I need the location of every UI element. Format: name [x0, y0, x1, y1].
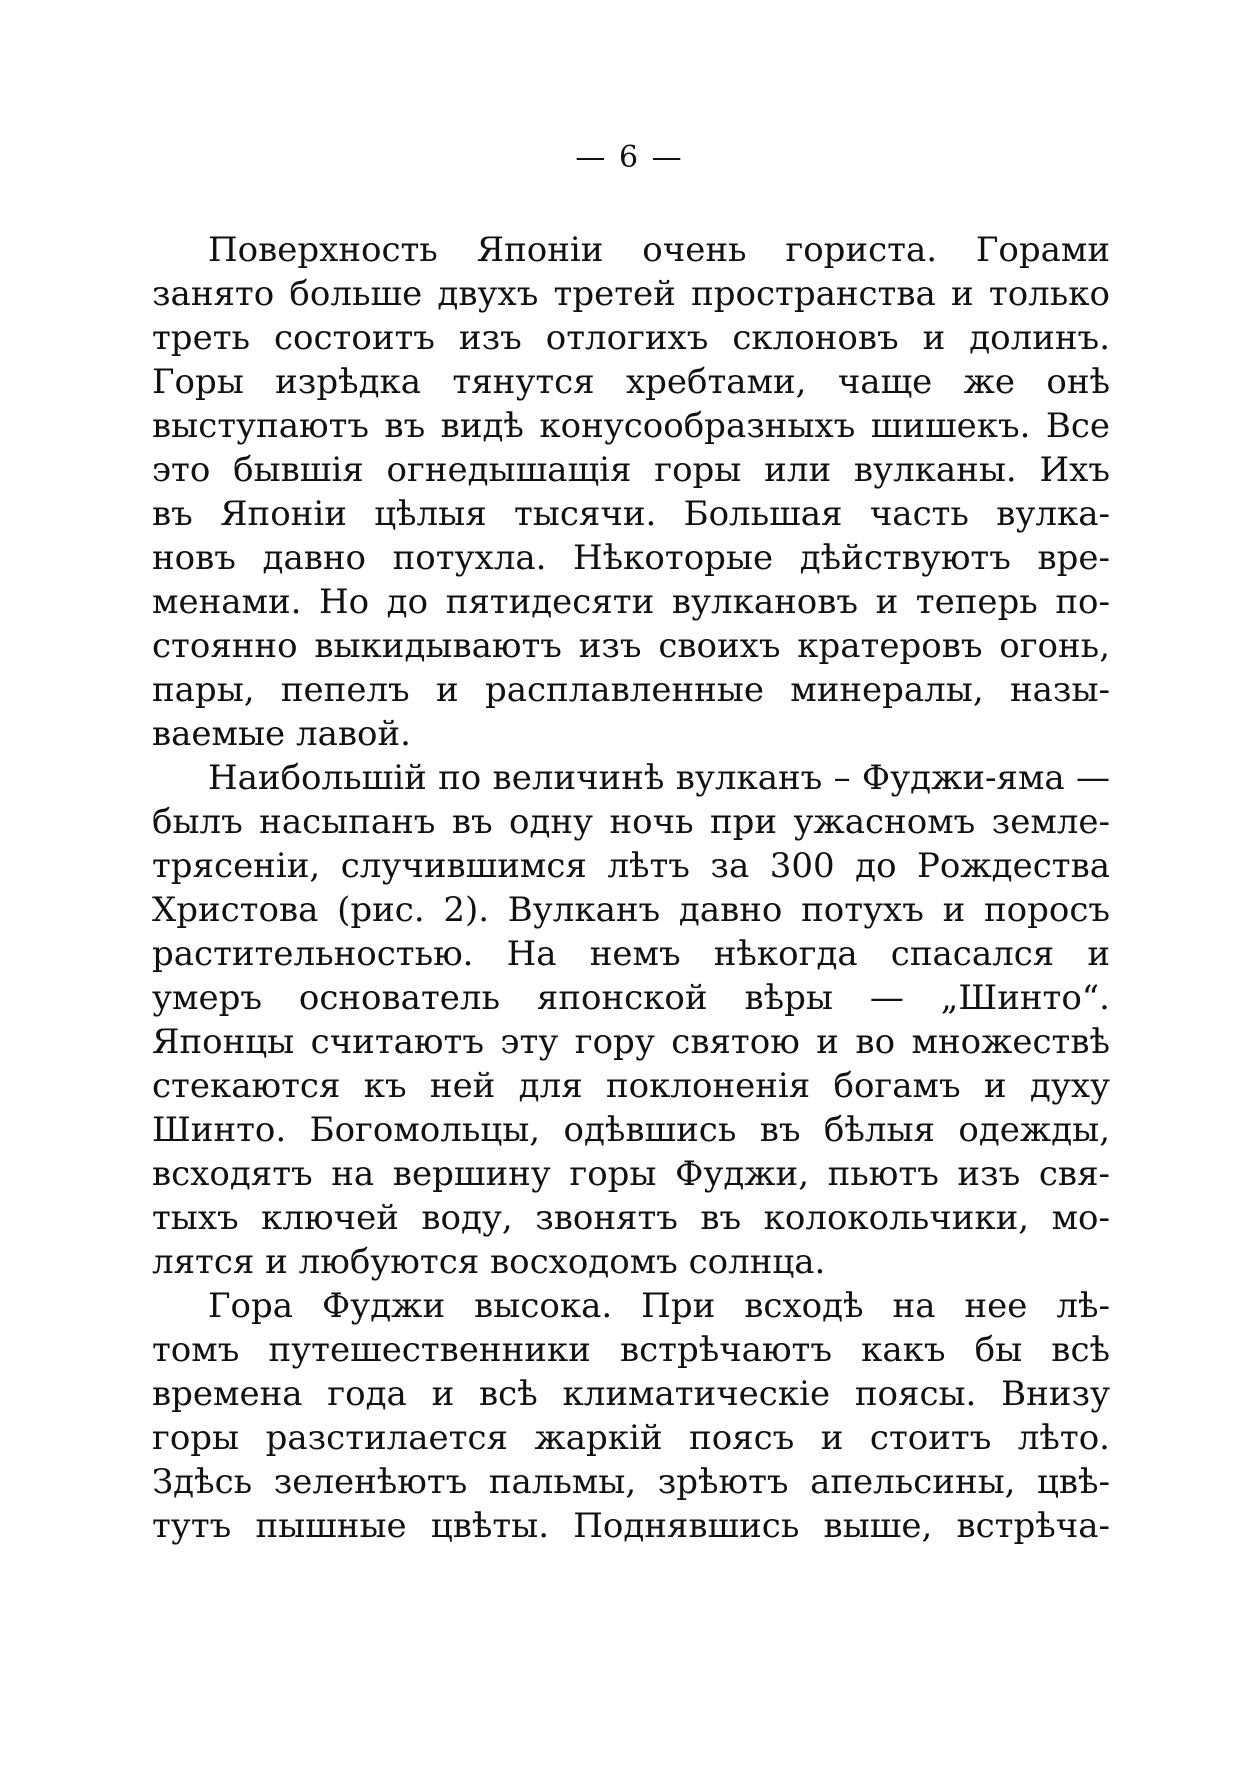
text-line: Наибольшій по величинѣ вулканъ – Фуджи-яма —: [208, 758, 1110, 798]
text-line: выступаютъ въ видѣ конусообразныхъ шишекъ. Все: [152, 406, 1110, 446]
text-line: менами. Но до пятидесяти вулкановъ и теперь по-: [152, 582, 1110, 622]
text-line: занято больше двухъ третей пространства и только: [152, 274, 1110, 314]
text-line: растительностью. На немъ нѣкогда спасался и: [152, 934, 1110, 974]
text-line: пары, пепелъ и расплавленные минералы, назы-: [152, 670, 1110, 710]
text-line: умеръ основатель японской вѣры — „Шинто“.: [152, 978, 1110, 1018]
text-line: треть состоитъ изъ отлогихъ склоновъ и долинъ.: [152, 318, 1110, 358]
text-line: новъ давно потухла. Нѣкоторые дѣйствуютъ вре-: [152, 538, 1110, 578]
text-line: былъ насыпанъ въ одну ночь при ужасномъ земле-: [152, 802, 1110, 842]
text-line: Гора Фуджи высока. При всходѣ на нее лѣ-: [208, 1286, 1110, 1326]
body-text: [152, 228, 1110, 1548]
text-line: ваемые лавой.: [152, 714, 411, 754]
paragraph-1: [152, 228, 1110, 756]
text-line: трясеніи, случившимся лѣтъ за 300 до Рождества: [152, 846, 1110, 886]
text-line: томъ путешественники встрѣчаютъ какъ бы всѣ: [152, 1330, 1110, 1370]
text-line: Японцы считаютъ эту гору святою и во множествѣ: [152, 1022, 1110, 1062]
paragraph-2: [152, 756, 1110, 1284]
text-line: всходятъ на вершину горы Фуджи, пьютъ изъ свя-: [152, 1154, 1110, 1194]
text-line: лятся и любуются восходомъ солнца.: [152, 1242, 826, 1282]
paragraph-3: [152, 1284, 1110, 1548]
text-line: стоянно выкидываютъ изъ своихъ кратеровъ огонь,: [152, 626, 1110, 666]
text-line: тутъ пышные цвѣты. Поднявшись выше, встрѣча-: [152, 1506, 1110, 1546]
page-number: — 6 —: [575, 140, 684, 175]
text-line: Горы изрѣдка тянутся хребтами, чаще же онѣ: [152, 362, 1110, 402]
text-line: Здѣсь зеленѣютъ пальмы, зрѣютъ апельсины, цвѣ-: [152, 1462, 1110, 1502]
text-line: Христова (рис. 2). Вулканъ давно потухъ и поросъ: [152, 890, 1110, 930]
text-line: времена года и всѣ климатическіе поясы. Внизу: [152, 1374, 1110, 1414]
text-line: горы разстилается жаркій поясъ и стоитъ лѣто.: [152, 1418, 1110, 1458]
text-line: Поверхность Японіи очень гориста. Горами: [208, 230, 1110, 270]
text-line: въ Японіи цѣлыя тысячи. Большая часть вулка-: [152, 494, 1110, 534]
text-line: тыхъ ключей воду, звонятъ въ колокольчики, мо-: [152, 1198, 1110, 1238]
text-line: Шинто. Богомольцы, одѣвшись въ бѣлыя одежды,: [152, 1110, 1110, 1150]
text-line: стекаются къ ней для поклоненія богамъ и духу: [152, 1066, 1110, 1106]
text-line: это бывшія огнедышащія горы или вулканы. Ихъ: [152, 450, 1110, 490]
